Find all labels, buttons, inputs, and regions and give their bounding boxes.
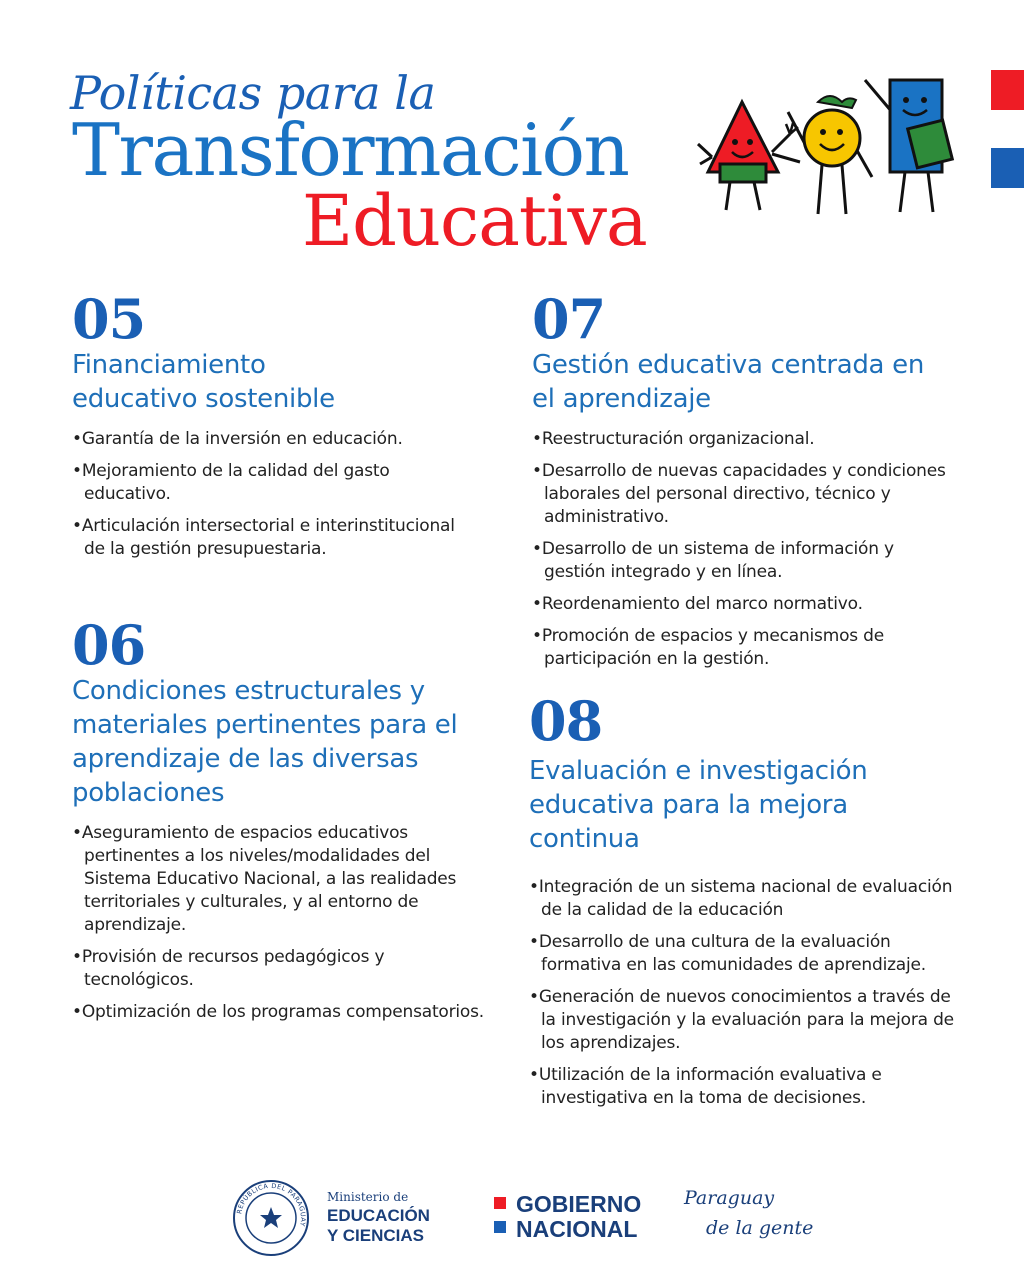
section-number: 05	[72, 287, 146, 351]
title-line-1: Políticas para la	[70, 66, 436, 120]
list-item: • Integración de un sistema nacional de evaluación de la calidad de la educación	[529, 876, 954, 922]
section-title: Financiamiento educativo sostenible	[72, 350, 335, 414]
seal-text: REPÚBLICA DEL PARAGUAY	[235, 1181, 308, 1228]
slogan-line-2: de la gente	[706, 1217, 814, 1239]
national-seal-icon	[232, 1179, 310, 1257]
bullet-list	[72, 428, 472, 561]
section-08	[529, 689, 959, 1119]
list-item: • Desarrollo de un sistema de información y gestión integrado y en línea.	[532, 538, 957, 584]
list-item: • Desarrollo de una cultura de la evaluación formativa en las comunidades de aprendizaje.	[529, 931, 954, 977]
ministry-name-line-1: EDUCACIÓN	[327, 1206, 430, 1225]
section-number: 08	[529, 689, 603, 753]
paraguay-slogan	[684, 1183, 813, 1243]
triangle-mascot-icon	[698, 102, 800, 210]
list-item: • Reestructuración organizacional.	[532, 428, 957, 451]
bullet-list	[529, 876, 954, 1110]
list-item: • Provisión de recursos pedagógicos y tecnológicos.	[72, 946, 487, 992]
rectangle-mascot-icon	[865, 80, 952, 212]
section-title: Evaluación e investigación educativa para la mejora continua	[529, 756, 868, 854]
list-item: • Mejoramiento de la calidad del gasto educativo.	[72, 460, 472, 506]
slogan-line-1: Paraguay	[684, 1187, 775, 1209]
list-item: • Desarrollo de nuevas capacidades y condiciones laborales del personal directivo, técnico y administrativo.	[532, 460, 957, 529]
bullet-list	[532, 428, 957, 671]
gobierno-line-2: NACIONAL	[516, 1216, 638, 1242]
section-title: Condiciones estructurales y materiales pertinentes para el aprendizaje de las diversas poblaciones	[72, 676, 458, 808]
list-item: • Aseguramiento de espacios educativos pertinentes a los niveles/modalidades del Sistema Educativo Nacional, a las realidades territoriales y culturales, y al entorno de aprendizaje.	[72, 822, 487, 937]
bullet-list	[72, 822, 487, 1024]
list-item: • Promoción de espacios y mecanismos de participación en la gestión.	[532, 625, 957, 671]
ministry-label: Ministerio de	[327, 1190, 409, 1204]
section-06	[72, 613, 502, 1033]
flag-red-bar	[991, 70, 1024, 110]
mascots-illustration	[690, 72, 970, 222]
section-07	[532, 287, 962, 680]
section-title: Gestión educativa centrada en el aprendizaje	[532, 350, 925, 414]
footer-logos	[0, 1175, 1024, 1265]
list-item: • Reordenamiento del marco normativo.	[532, 593, 957, 616]
list-item: • Generación de nuevos conocimientos a través de la investigación y la evaluación para la mejora de los aprendizajes.	[529, 986, 954, 1055]
gobierno-nacional-logo	[516, 1192, 641, 1242]
ministry-name-line-2: Y CIENCIAS	[327, 1226, 424, 1245]
list-item: • Utilización de la información evaluativa e investigativa en la toma de decisiones.	[529, 1064, 954, 1110]
section-number: 06	[72, 613, 146, 677]
title-line-3: Educativa	[302, 180, 647, 262]
section-05	[72, 287, 492, 570]
flag-blue-bar	[991, 148, 1024, 188]
section-number: 07	[532, 287, 606, 351]
list-item: • Optimización de los programas compensatorios.	[72, 1001, 487, 1024]
gobierno-blue-square	[494, 1221, 506, 1233]
title-line-2: Transformación	[72, 108, 629, 192]
circle-mascot-icon	[788, 96, 872, 214]
gobierno-line-1: GOBIERNO	[516, 1191, 642, 1217]
list-item: • Articulación intersectorial e interinstitucional de la gestión presupuestaria.	[72, 515, 472, 561]
gobierno-red-square	[494, 1197, 506, 1209]
ministry-name	[327, 1206, 430, 1246]
list-item: • Garantía de la inversión en educación.	[72, 428, 472, 451]
